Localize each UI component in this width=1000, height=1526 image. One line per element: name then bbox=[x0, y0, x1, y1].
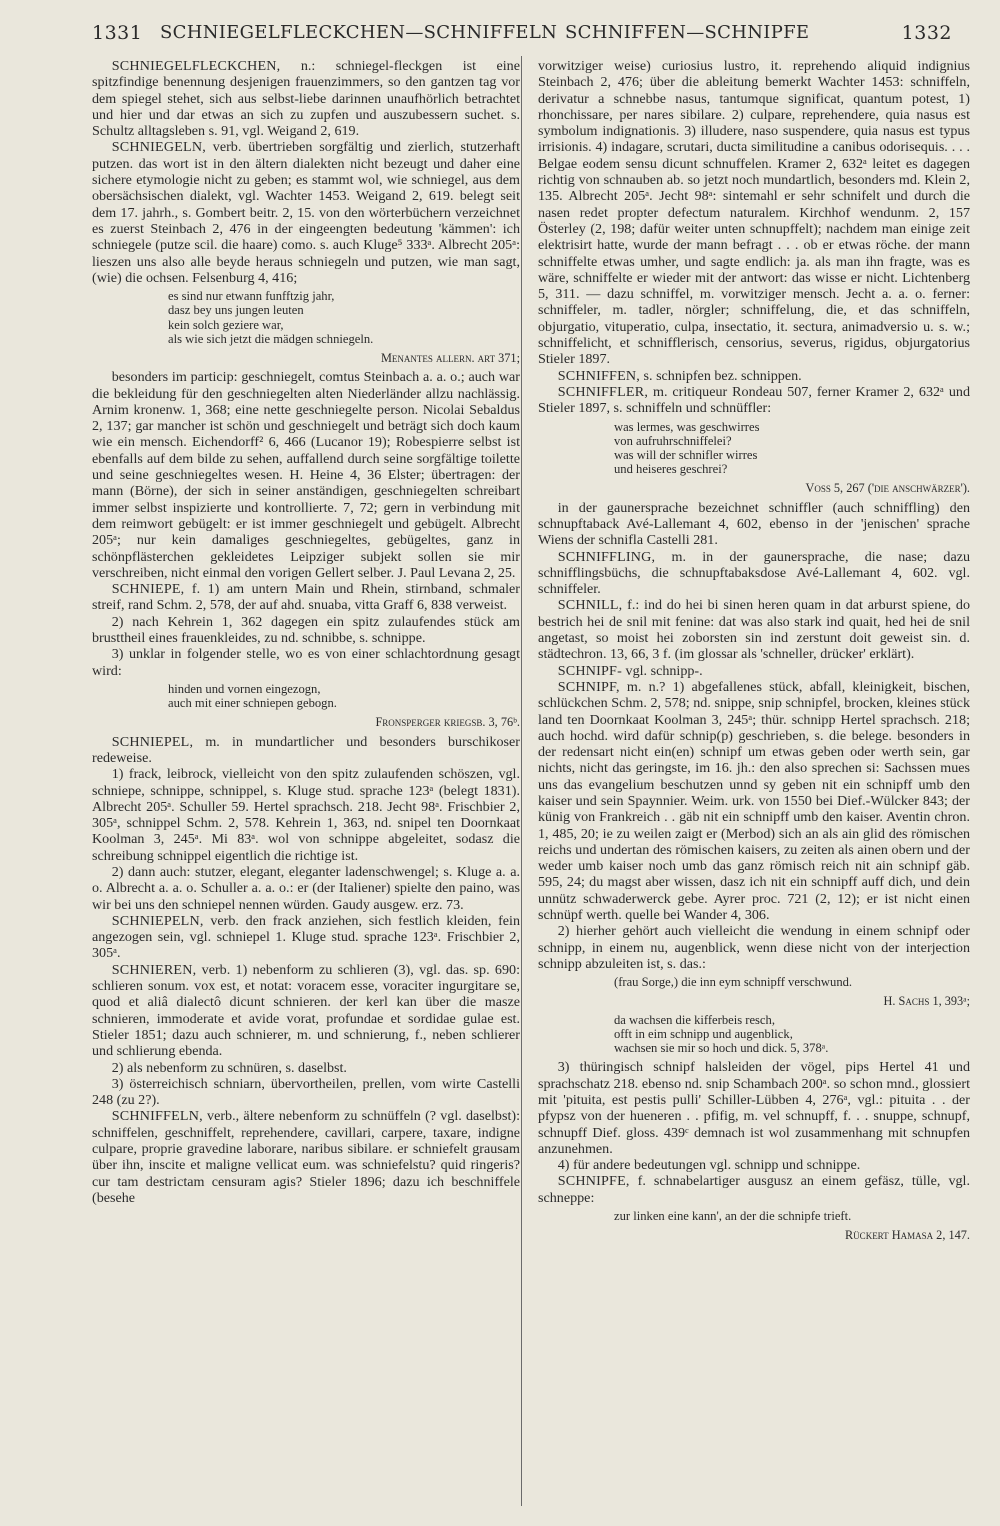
verse-quotation: hinden und vornen eingezogn, auch mit einer schniepen gebogn. bbox=[168, 681, 337, 711]
entry-paragraph bbox=[92, 766, 520, 864]
right-column bbox=[538, 58, 970, 1508]
entry-text: besonders im particip: geschniegelt, comtus Steinbach a. a. o.; auch war die bekleidung für den geschniegelten alten Niederländer allzu nachlässig. Arnim kronenw. 1, 368; eine nette geschniegelte person. Nicolai Sebaldus 2, 137; gar mancher ist schön und geschniegelt und beträgt sich doch kaum wie ein mensch. Eichendorff² 6, 466 (Lucanor 19); Robespierre selbst ist ebenfalls auf dem bilde zu sehen, auffallend durch seine sorgfältige toilette und seine geschniegeltes wesen. H. Heine 4, 36 Elster; übertragen: der mann (Börne), der sich in seiner anständigen, geschniegelten schreibart immer selbst inspizierte und kontrollierte. 7, 72; gern in verbindung mit dem reimwort gebügelt: er ist immer geschniegelt und gebügelt. Albrecht 205ᵃ; nur kein damaliges geschniegeltes, gebügeltes, ganz in schönpflästerchen gekleidetes Leipziger subjekt sollen sie mir verschreiben, nicht einmal den vorigen Gellert selber. J. Paul Levana 2, 25. bbox=[92, 369, 520, 581]
entry-headword: SCHNIEGELFLECKCHEN, bbox=[111, 58, 281, 74]
entry-headword: SCHNIPF, bbox=[557, 678, 620, 695]
entry-paragraph bbox=[92, 614, 520, 647]
dictionary-entry bbox=[538, 384, 970, 417]
entry-text: f.: ind do hei bi sinen heren quam in dat arburst spiene, do bestrich hei de snil mit fenine: dat was also stark ind quait, hed hei de snil angetast, so moist hei zoborsten sin ind zerstunt doit geweist sin. d. städtechron. 13, 66, 3 f. (im glossar als 'schneller, drücker' erklärt). bbox=[538, 597, 970, 663]
right-page-number: 1332 bbox=[901, 22, 952, 44]
dictionary-entry bbox=[92, 581, 520, 614]
running-header bbox=[0, 14, 1000, 54]
entry-text: 4) für andere bedeutungen vgl. schnipp und schnippe. bbox=[557, 1157, 861, 1174]
verse-quotation: es sind nur etwann funfftzig jahr, dasz bey uns jungen leuten kein solch geziere war, als wie sich jetzt die mädgen schniegeln. bbox=[168, 289, 374, 346]
dictionary-entry bbox=[538, 368, 970, 384]
entry-text: verb. übertrieben sorgfältig und zierlich, stutzerhaft putzen. das wort ist in den ältern dialekten nicht bezeugt und daher eine sichere etymologie nicht zu geben; es stammt wol, wie schniegel, aus dem obersächsischen dialekt, vgl. Wachter 1453. Weigand 2, 619. belegt seit dem 17. jahrh., s. Gombert beitr. 2, 15. von den wörterbüchern verzeichnet es zuerst Steinbach 2, 476 in der eingeengten bedeutung 'kämmen': ich schniegele (putze scil. die haare) como. s. auch Kluge⁵ 333ᵃ. Albrecht 205ᵃ: lieszen uns also alle beyde heraus schniegeln und putzen, wie man sagt, (wie) die ochsen. Felsenburg 4, 416; bbox=[92, 139, 520, 286]
entry-text: f. 1) am untern Main und Rhein, stirnband, schmaler streif, rand Schm. 2, 578, der auf ahd. snuaba, vitta Graff 6, 838 verweist. bbox=[92, 581, 520, 614]
entry-paragraph bbox=[538, 1157, 970, 1173]
right-running-title: SCHNIFFEN—SCHNIPFE bbox=[565, 22, 810, 43]
entry-paragraph bbox=[538, 58, 970, 368]
entry-headword: SCHNIFFEN, bbox=[557, 367, 641, 384]
quotation-source: H. Sachs 1, 393ᵃ; bbox=[883, 994, 970, 1009]
entry-text: 3) österreichisch schniarn, übervortheilen, prellen, vom wirte Castelli 248 (zu 2?). bbox=[92, 1075, 520, 1109]
verse-quotation: was lermes, was geschwirres von aufruhrschniffelei? was will der schnifler wirres und heiseres geschrei? bbox=[614, 419, 760, 477]
entry-text: 3) unklar in folgender stelle, wo es von einer schlachtordnung gesagt wird: bbox=[92, 646, 520, 679]
dictionary-entry bbox=[538, 597, 970, 662]
entry-paragraph bbox=[538, 500, 970, 549]
entry-text: in der gaunersprache bezeichnet schniffler (auch schniffling) den schnupftaback Avé-Lallemant 4, 602, ebenso in der 'jenischen' sprache Wiens der schnifla Castelli 281. bbox=[538, 499, 970, 549]
entry-text: m. in mundartlicher und besonders burschikoser redeweise. bbox=[92, 733, 520, 766]
entry-paragraph bbox=[92, 1060, 520, 1076]
entry-text: 2) hierher gehört auch vielleicht die wendung in einem schnipf oder schnipp, in einem nu, augenblick, wenn diese nicht von der interjection schnipp abzuleiten ist, s. das.: bbox=[538, 923, 970, 972]
quotation-source: Fronsperger kriegsb. 3, 76ᵇ. bbox=[375, 715, 520, 730]
quotation-source: Rückert Hamasa 2, 147. bbox=[844, 1228, 970, 1243]
entry-text: 1) frack, leibrock, vielleicht von den spitz zulaufenden schöszen, vgl. schniepe, schnippe, schnippel, s. Kluge stud. sprache 123ᵃ (belegt 1831). Albrecht 205ᵃ. Schuller 59. Hertel sprachsch. 218. Jecht 98ᵃ. Frischbier 2, 305ᵃ, schnippel Schm. 2, 578. Kehrein 1, 363, nd. snipel ten Doornkaat Koolman 3, 245ᵃ. Mi 83ᵃ. wol von schnippe abgeleitet, sodasz die schreibung schnippel eigentlich die richtige ist. bbox=[92, 766, 520, 864]
entry-headword: SCHNIFFLER, bbox=[557, 383, 649, 400]
entry-text: vgl. schnipp-. bbox=[622, 662, 703, 679]
entry-text: verb. den frack anziehen, sich festlich kleiden, fein angezogen sein, vgl. schniepel 1. Kluge stud. sprache 123ᵃ. Frischbier 2, 305ᵃ. bbox=[92, 912, 520, 962]
left-running-title: SCHNIEGELFLECKCHEN—SCHNIFFELN bbox=[160, 22, 558, 43]
entry-text: n.: schniegel-fleckgen ist eine spitzfindige benennung desjenigen frauenzimmers, so den gantzen tag vor dem spiegel stehet, sich aus selbst-liebe darinnen unaufhörlich betrachtet und hier und dar etwas an sich zu zupfen und auszubessern suchet. s. Schultz alltagsleben s. 91, vgl. Weigand 2, 619. bbox=[92, 58, 520, 140]
entry-paragraph bbox=[92, 1076, 520, 1109]
column-divider bbox=[521, 56, 522, 1506]
entry-paragraph bbox=[92, 369, 520, 581]
entry-headword: SCHNIEPE, bbox=[111, 581, 185, 598]
entry-headword: SCHNIEGELN, bbox=[111, 139, 206, 156]
verse-quotation: zur linken eine kann', an der die schnipfe trieft. bbox=[614, 1209, 852, 1224]
entry-text: vorwitziger weise) curiosius lustro, it. reprehendo aliquid indignius Steinbach 2, 476; über die ableitung bemerkt Wachter 1453: schniffeln, derivatur a schnebbe nasus, tantumque significat, quantum potest, 1) rhonchissare, per nares sibilare. 2) culpare, reprehendere, quia nasus est symbolum indignationis. 3) illudere, naso suspendere, quia nasus est typus irrisionis. 4) indagare, scrutari, ducta similitudine a canibus odorisequis. . . . Belgae eodem sensu dicunt schnuffelen. Kramer 2, 632ᵃ leitet es dagegen richtig von schnauben ab. so jetzt noch mundartlich, besonders md. Klein 2, 135. Albrecht 205ᵃ. Jecht 98ᵃ: sintemahl er sehr schnifelt und durch die nasen redet propter defectum naturalem. Kirchhof wendunm. 2, 157 Österley (2, 198; dafür weiter unten schnupffelt); nachdem man einige zeit elektrisirt hatte, wurde der mann befragt . . . ob er etwas röche. der mann schniffelte etwas umher, und sagte endlich: ja. als man ihn fragte, was es wäre, schniffelte er wieder mit der antwort: das wisse er nicht. Lichtenberg 5, 311. — dazu schniffel, m. vorwitziger mensch. Jecht a. a. o. ferner: schniffeler, m. tadler, nörgler; schniffelung, die, et das schniffeln, objurgatio, vituperatio, culpa, insectatio, it. sectura, animadversio u. s. w.; schniffelicht, et schnifflerisch, censorius, severus, rigidus, objurgatorius Stieler 1897. bbox=[538, 58, 970, 368]
dictionary-entry bbox=[538, 549, 970, 598]
dictionary-entry bbox=[92, 913, 520, 962]
left-column bbox=[92, 58, 520, 1508]
quotation-source: Menantes allern. art 371; bbox=[380, 350, 520, 365]
entry-text: s. schnipfen bez. schnippen. bbox=[640, 367, 802, 384]
dictionary-entry bbox=[538, 679, 970, 923]
entry-text: m. n.? 1) abgefallenes stück, abfall, kleinigkeit, bischen, schlückchen Schm. 2, 578; nd. snippe, snip schnipfel, brocken, kleines stück land ten Doornkaat Koolman 3, 245ᵃ; thür. schnipp Hertel sprachsch. 218; auch hochd. wird dafür schnip(p) geschrieben, s. die belege. besonders in der redensart nicht ein(en) schnipf um etwas geben oder werth sein, gar nichts, nicht das geringste, im 16. jh.: den also sprechen si: Sachssen mues uns das evangelium beschutzen unnd sy geben nit ein schnipff umb den kaiser und sein Spaynnier. Weim. urk. von 1550 bei Dief.-Wülcker 843; der künig von Frankreich . . gäb nit ein schnipff umb den kaiser. Aventin chron. 1, 485, 20; ie zu weilen zaigt er (Merbod) sich an als ain glid des römischen reichs und undertan des römischen kaisers, zu zeiten als ainen obern und der weder umb kaiser noch umb das ganz römisch reich nit ain schnipf gäb. 595, 24; du magst aber wissen, dasz ich nit ein schnipff auff dich, und dein unnütz schwaderwerck gebe. Ayrer proc. 721 (2, 12); er ist nicht einen schnüpf werth. quelle bei Wander 4, 306. bbox=[538, 678, 970, 924]
entry-headword: SCHNIEREN, bbox=[111, 961, 197, 978]
entry-text: 2) nach Kehrein 1, 362 dagegen ein spitz zulaufendes stück am brusttheil eines frauenkleides, zu nd. schnibbe, s. schnippe. bbox=[92, 613, 520, 647]
dictionary-entry bbox=[538, 663, 970, 679]
entry-text: 2) dann auch: stutzer, elegant, eleganter ladenschwengel; s. Kluge a. a. o. Albrecht a. a. o. Schuller a. a. o.: er (der Italiener) spielte den paino, was wir bei uns den schniepel nennen würden. Gaudy ausgew. erz. 73. bbox=[92, 863, 520, 913]
entry-text: f. schnabelartiger ausgusz an einem gefäsz, tülle, vgl. schneppe: bbox=[538, 1173, 970, 1206]
entry-headword: SCHNIEPELN, bbox=[111, 912, 204, 929]
dictionary-entry bbox=[92, 58, 520, 139]
dictionary-entry bbox=[92, 734, 520, 767]
quotation-source: Voss 5, 267 ('die anschwärzer'). bbox=[805, 481, 970, 496]
dictionary-entry bbox=[92, 962, 520, 1060]
entry-paragraph bbox=[92, 864, 520, 913]
entry-headword: SCHNIPF- bbox=[557, 662, 622, 679]
entry-text: verb., ältere nebenform zu schnüffeln (? vgl. daselbst): schniffelen, geschniffelt, reprehendere, cavillari, carpere, taxare, indigne culpare, proprie gravedine laborare, naribus sibilare. er schniefelt grausam über ihn, inscite et maligne vellicat eum. was schniefelstu? quid ringeris? cur tam destrictam censuram agis? Stieler 1896; dazu ich beschniffele (besehe bbox=[92, 1108, 520, 1206]
entry-headword: SCHNIFFLING, bbox=[557, 548, 656, 565]
dictionary-entry bbox=[92, 139, 520, 286]
entry-paragraph bbox=[92, 646, 520, 679]
entry-headword: SCHNILL, bbox=[557, 597, 623, 614]
verse-quotation: (frau Sorge,) die inn eym schnipff verschwund. bbox=[614, 975, 853, 990]
entry-text: m. in der gaunersprache, die nase; dazu schnifflingsbüchs, die schnupftabaksdose Avé-Lallemant 4, 602. vgl. schniffeler. bbox=[538, 548, 970, 598]
entry-paragraph bbox=[538, 1059, 970, 1157]
dictionary-entry bbox=[92, 1108, 520, 1206]
entry-text: verb. 1) nebenform zu schlieren (3), vgl. das. sp. 690: schlieren sonum. vox est, et notat: voracem esse, voraciter ingurgitare se, quod et aliâ dialectô dicunt schnieren. der kerl kan über die masze schnieren, immoderate et avide vorat, profundae et sordidae gulae est. Stieler 1851; dazu auch schnierer, m. und schnierung, f., neben schlierer und schlierung ebenda. bbox=[92, 961, 520, 1060]
verse-quotation: da wachsen die kifferbeis resch, offt in eim schnipp und augenblick, wachsen sie mir so hoch und dick. 5, 378ᵃ. bbox=[614, 1012, 829, 1056]
left-page-number: 1331 bbox=[92, 22, 143, 44]
entry-text: m. critiqueur Rondeau 507, ferner Kramer 2, 632ᵃ und Stieler 1897, s. schniffeln und schnüffler: bbox=[538, 383, 970, 417]
entry-headword: SCHNIFFELN, bbox=[111, 1108, 203, 1125]
entry-headword: SCHNIPFE, bbox=[557, 1173, 630, 1190]
entry-paragraph bbox=[538, 923, 970, 972]
entry-text: 3) thüringisch schnipf halsleiden der vögel, pips Hertel 41 und sprachschatz 218. ebenso nd. snip Schambach 200ᵃ. so schon mnd., glossiert mit 'pituita, est pestis pulli' Schiller-Lübben 4, 276ᵃ, vgl.: pituita . . der pfypsz von der hueneren . . pfifig, m. vel schnupff, f. . . snuppe, schnupf, schnupff Dief. gloss. 439ᶜ demnach ist wol zusammenhang mit schnupfen anzunehmen. bbox=[538, 1059, 970, 1157]
entry-text: 2) als nebenform zu schnüren, s. daselbst. bbox=[111, 1059, 347, 1076]
dictionary-entry bbox=[538, 1173, 970, 1206]
entry-headword: SCHNIEPEL, bbox=[111, 733, 194, 750]
